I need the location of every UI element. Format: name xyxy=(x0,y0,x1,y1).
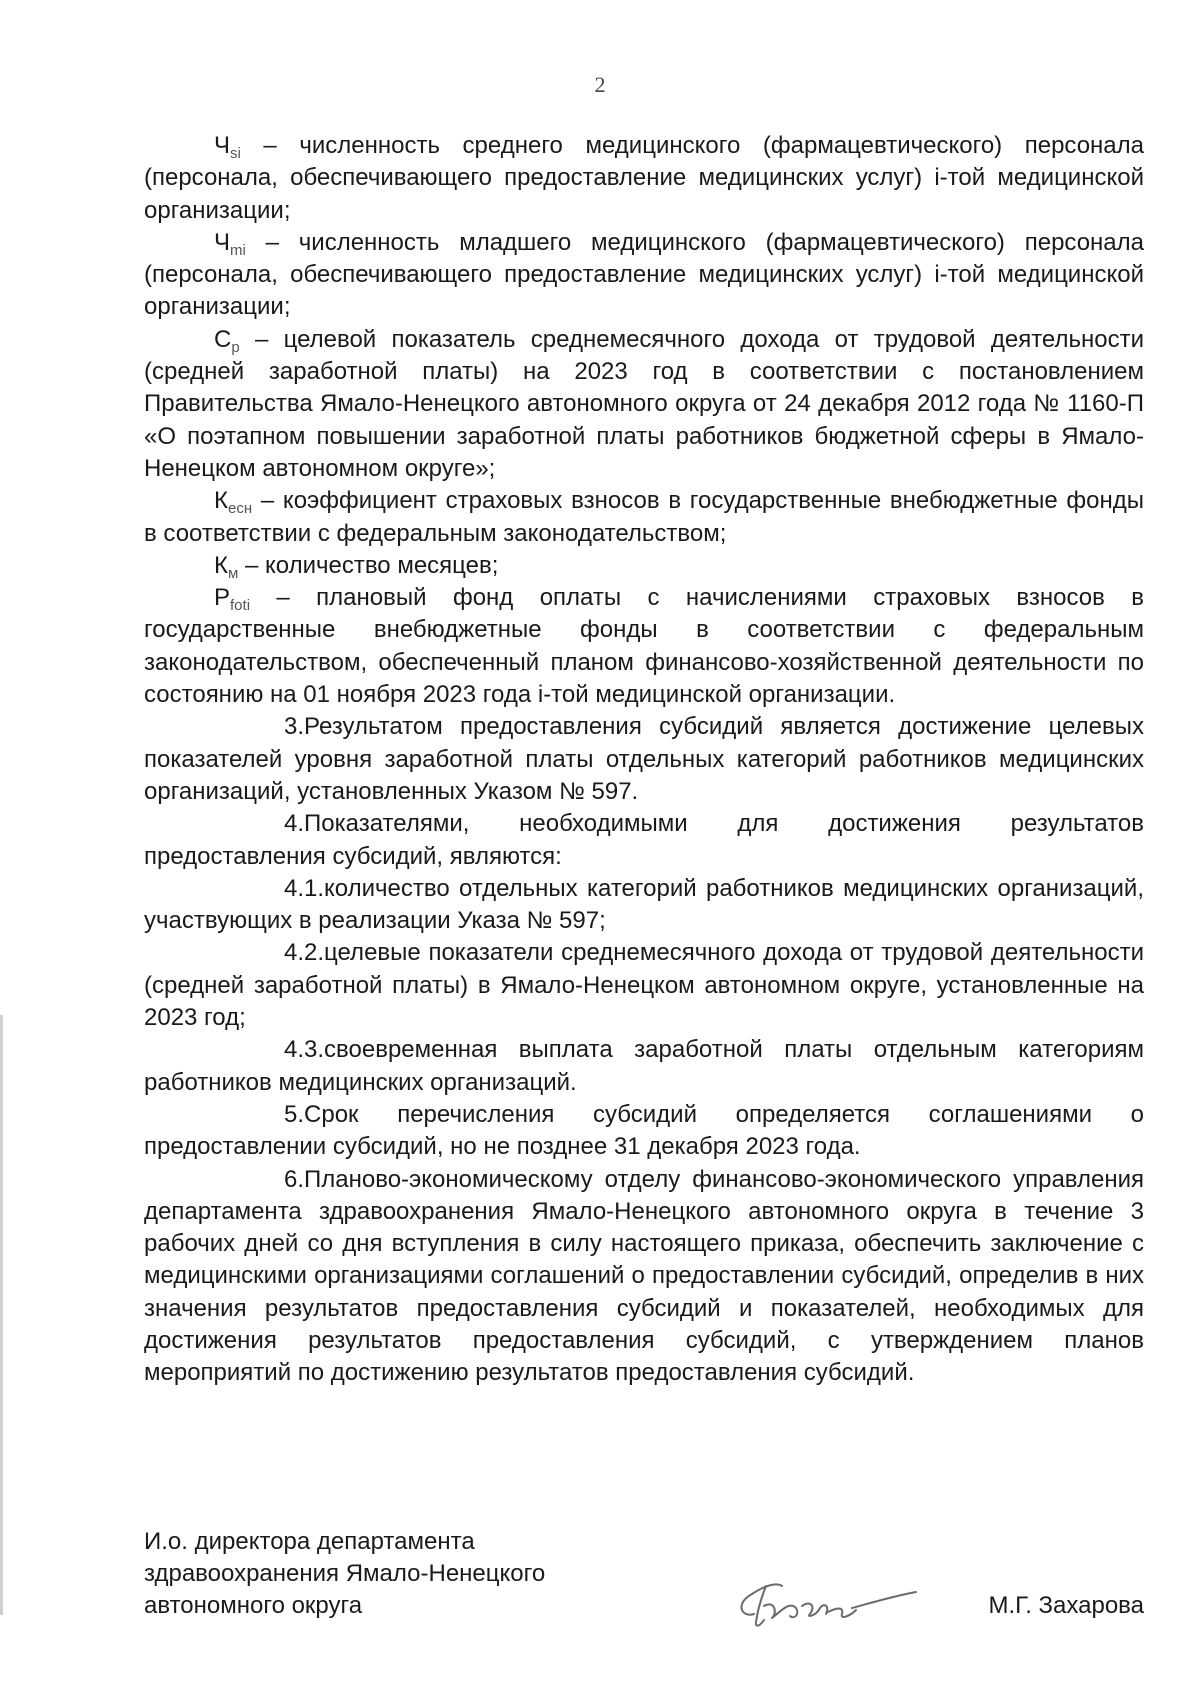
numbered-clause: 4.2.целевые показатели среднемесячного дохода от трудовой деятельности (средней заработной платы) в Ямало-Ненецком автономном округе, установленные на 2023 год; xyxy=(144,939,1144,1032)
clause-number: 4.1. xyxy=(284,874,325,902)
symbol: $Р_{foti}$ xyxy=(214,584,251,615)
symbol: $К_{есн}$ xyxy=(214,487,253,518)
definition-paragraph: $К_м$ – количество месяцев; xyxy=(214,551,499,582)
clause-number: 5. xyxy=(284,1100,305,1128)
document-body xyxy=(144,130,1144,1390)
numbered-clause: 3.Результатом предоставления субсидий является достижение целевых показателей уровня заработной платы отдельных категорий работников медицинских организаций, установленных Указом № 597. xyxy=(144,713,1144,805)
handwritten-signature xyxy=(724,1556,924,1636)
signatory-name: М.Г. Захарова xyxy=(988,1592,1144,1619)
definition-paragraph: $Р_{foti}$ – плановый фонд оплаты с начислениями страховых взносов в государственные внебюджетные фонды в соответствии с федеральным законодательством, обеспеченный планом финансово-хозяйственной деятельности по состоянию на 01 ноября 2023 года i-той медицинской организации. xyxy=(144,584,1144,709)
definition-paragraph: $К_{есн}$ – коэффициент страховых взносов в государственные внебюджетные фонды в соответствии с федеральным законодательством; xyxy=(144,487,1144,547)
numbered-clause: 4.3.своевременная выплата заработной платы отдельным категориям работников медицинских организаций. xyxy=(144,1036,1144,1096)
clause-number: 4. xyxy=(284,810,305,838)
numbered-clause: 5.Срок перечисления субсидий определяется соглашениями о предоставлении субсидий, но не позднее 31 декабря 2023 года. xyxy=(144,1100,1144,1161)
clause-number: 4.2. xyxy=(284,939,325,967)
signature-block xyxy=(144,1526,1144,1636)
clause-number: 3. xyxy=(284,713,305,741)
numbered-clause: 4.1.количество отдельных категорий работников медицинских организаций, участвующих в реализации Указа № 597; xyxy=(144,874,1144,935)
definition-paragraph: $Ч_{si}$ – численность среднего медицинского (фармацевтического) персонала (персонала, обеспечивающего предоставление медицинских услуг) i-той медицинской организации; xyxy=(144,132,1144,224)
numbered-clause: 4.Показателями, необходимыми для достижения результатов предоставления субсидий, являются: xyxy=(144,810,1144,870)
symbol: $Ч_{mi}$ xyxy=(214,228,246,259)
symbol: $С_р$ xyxy=(214,325,240,356)
clause-number: 6. xyxy=(284,1165,305,1193)
signatory-title: И.о. директора департамента здравоохранения Ямало-Ненецкого автономного округа xyxy=(144,1528,546,1619)
page-number: 2 xyxy=(594,72,606,97)
clause-number: 4.3. xyxy=(284,1036,325,1064)
definition-paragraph: $С_р$ – целевой показатель среднемесячного дохода от трудовой деятельности (средней заработной платы) на 2023 год в соответствии с постановлением Правительства Ямало-Ненецкого автономного округа от 24 декабря 2012 года № 1160-П «О поэтапном повышении заработной платы работников бюджетной сферы в Ямало-Ненецком автономном округе»; xyxy=(144,325,1144,482)
symbol: $К_м$ xyxy=(214,551,239,582)
definition-paragraph: $Ч_{mi}$ – численность младшего медицинского (фармацевтического) персонала (персонала, обеспечивающего предоставление медицинских услуг) i-той медицинской организации; xyxy=(144,228,1144,321)
numbered-clause: 6.Планово-экономическому отделу финансово-экономического управления департамента здравоохранения Ямало-Ненецкого автономного округа в течение 3 рабочих дней со дня вступления в силу настоящего приказа, обеспечить заключение с медицинскими организациями соглашений о предоставлении субсидий, определив в них значения результатов предоставления субсидий и показателей, необходимых для достижения результатов предоставления субсидий, с утверждением планов мероприятий по достижению результатов предоставления субсидий. xyxy=(144,1165,1144,1387)
symbol: $Ч_{si}$ xyxy=(214,132,241,162)
scan-border xyxy=(0,1015,3,1615)
